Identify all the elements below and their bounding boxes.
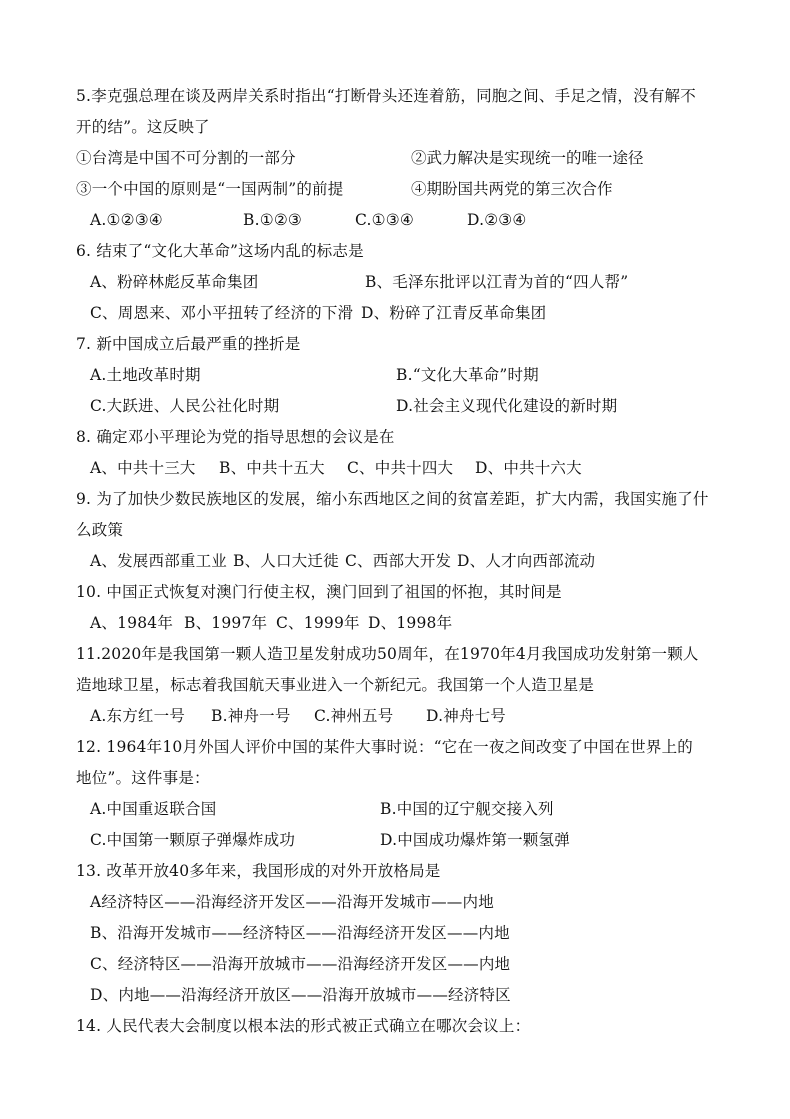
q12-stem-line2: 地位”。这件事是：	[76, 769, 210, 787]
q8-option-c: C、中共十四大	[347, 459, 454, 477]
q11-option-b: B.神舟一号	[211, 707, 291, 725]
q10-stem: 10. 中国正式恢复对澳门行使主权，澳门回到了祖国的怀抱，其时间是	[76, 583, 562, 601]
q5-statement-1: ①台湾是中国不可分割的一部分	[76, 149, 296, 167]
q12-option-b: B.中国的辽宁舰交接入列	[380, 800, 554, 818]
q10-option-a: A、1984年	[90, 614, 174, 632]
q10-option-c: C、1999年	[276, 614, 360, 632]
q6-option-a: A、粉碎林彪反革命集团	[90, 273, 259, 291]
q7-option-a: A.土地改革时期	[90, 366, 201, 384]
q10-option-b: B、1997年	[184, 614, 268, 632]
q11-stem-line2: 造地球卫星，标志着我国航天事业进入一个新纪元。我国第一个人造卫星是	[76, 676, 595, 694]
q12-stem-line1: 12. 1964年10月外国人评价中国的某件大事时说：“它在一夜之间改变了中国在世界上的	[76, 738, 693, 756]
q9-option-b: B、人口大迁徙	[233, 552, 339, 570]
q9-option-a: A、发展西部重工业	[90, 552, 227, 570]
q7-stem: 7. 新中国成立后最严重的挫折是	[76, 335, 301, 353]
q8-option-a: A、中共十三大	[90, 459, 196, 477]
q11-option-c: C.神州五号	[314, 707, 394, 725]
q5-option-c: C.①③④	[355, 211, 414, 229]
q6-stem: 6. 结束了“文化大革命”这场内乱的标志是	[76, 242, 364, 260]
q13-option-c: C、经济特区——沿海开放城市——沿海经济开发区——内地	[90, 955, 511, 973]
q7-option-c: C.大跃进、人民公社化时期	[90, 397, 280, 415]
q13-option-d: D、内地——沿海经济开放区——沿海开放城市——经济特区	[90, 986, 511, 1004]
q8-option-d: D、中共十六大	[475, 459, 582, 477]
q5-stem-line2: 开的结”。这反映了	[76, 118, 210, 136]
q6-option-c: C、周恩来、邓小平扭转了经济的下滑	[90, 304, 354, 322]
q8-stem: 8. 确定邓小平理论为党的指导思想的会议是在	[76, 428, 395, 446]
q9-stem-line1: 9. 为了加快少数民族地区的发展，缩小东西地区之间的贫富差距，扩大内需，我国实施了什	[76, 490, 709, 508]
q9-stem-line2: 么政策	[76, 521, 124, 539]
q9-option-c: C、西部大开发	[345, 552, 452, 570]
q11-stem-line1: 11.2020年是我国第一颗人造卫星发射成功50周年，在1970年4月我国成功发射第一颗人	[76, 645, 699, 663]
q5-statement-4: ④期盼国共两党的第三次合作	[411, 180, 613, 198]
q7-option-d: D.社会主义现代化建设的新时期	[396, 397, 618, 415]
q7-option-b: B.“文化大革命”时期	[396, 366, 539, 384]
q6-option-b: B、毛泽东批评以江青为首的“四人帮”	[365, 273, 629, 291]
q12-option-c: C.中国第一颗原子弹爆炸成功	[90, 831, 296, 849]
q12-option-a: A.中国重返联合国	[90, 800, 217, 818]
q13-stem: 13. 改革开放40多年来，我国形成的对外开放格局是	[76, 862, 441, 880]
q5-option-b: B.①②③	[243, 211, 303, 229]
q5-option-d: D.②③④	[467, 211, 527, 229]
q14-stem: 14. 人民代表大会制度以根本法的形式被正式确立在哪次会议上：	[76, 1017, 531, 1035]
q13-option-a: A经济特区——沿海经济开发区——沿海开发城市——内地	[90, 893, 494, 911]
q8-option-b: B、中共十五大	[219, 459, 325, 477]
q5-statement-2: ②武力解决是实现统一的唯一途径	[411, 149, 644, 167]
q6-option-d: D、粉碎了江青反革命集团	[361, 304, 547, 322]
q11-option-d: D.神舟七号	[426, 707, 507, 725]
q13-option-b: B、沿海开发城市——经济特区——沿海经济开发区——内地	[90, 924, 510, 942]
q11-option-a: A.东方红一号	[90, 707, 186, 725]
q5-stem-line1: 5.李克强总理在谈及两岸关系时指出“打断骨头还连着筋，同胞之间、手足之情，没有解不	[76, 87, 696, 105]
q10-option-d: D、1998年	[368, 614, 453, 632]
q9-option-d: D、人才向西部流动	[457, 552, 596, 570]
q5-statement-3: ③一个中国的原则是“一国两制”的前提	[76, 180, 344, 198]
q12-option-d: D.中国成功爆炸第一颗氢弹	[380, 831, 570, 849]
q5-option-a: A.①②③④	[90, 211, 163, 229]
